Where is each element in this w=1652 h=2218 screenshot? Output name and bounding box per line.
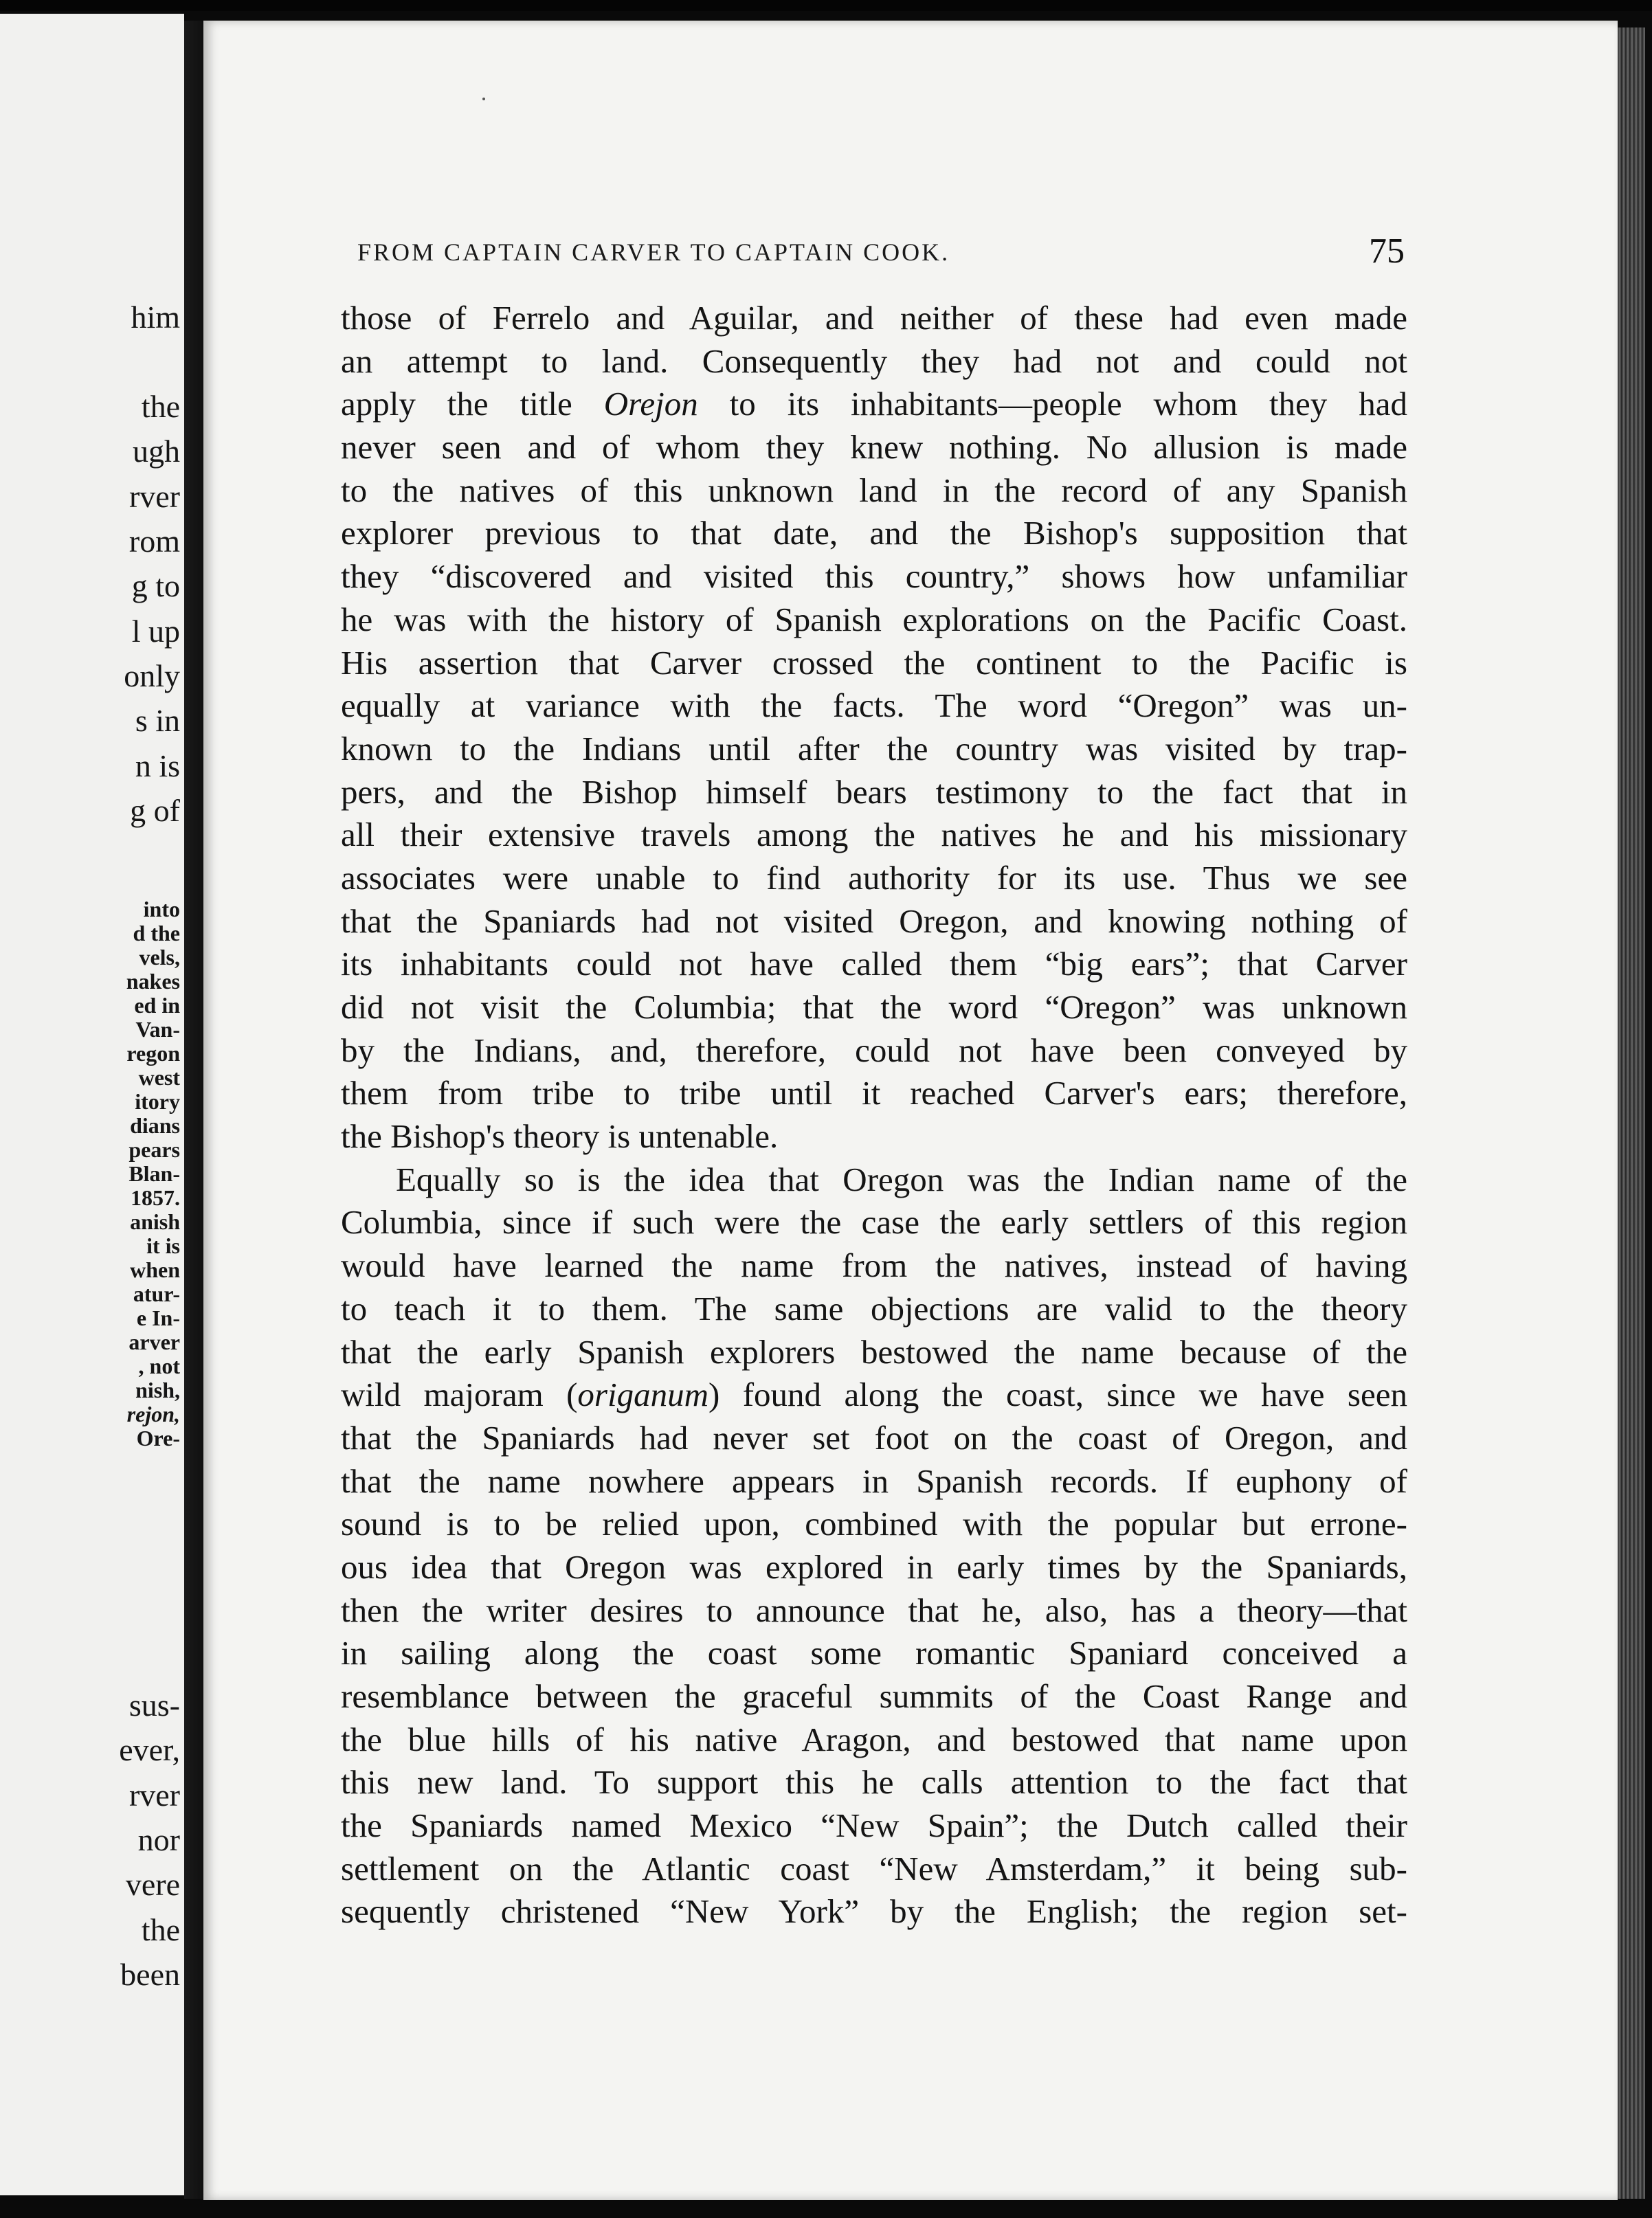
left-line: been: [120, 1957, 180, 1992]
left-footnote-line: into: [143, 897, 180, 921]
text-line: an attempt to land. Consequently they had not and could not: [341, 341, 1407, 380]
scan-border-top: [0, 0, 1652, 11]
left-footnote-line: ed in: [134, 993, 180, 1018]
left-line: nor: [137, 1822, 180, 1857]
text-line: by the Indians, and, therefore, could not have been conveyed by: [341, 1031, 1407, 1069]
left-footnote-line: Blan-: [129, 1161, 180, 1186]
left-page-fragment: [0, 14, 184, 2195]
left-line: n is: [135, 748, 180, 783]
text-line: all their extensive travels among the natives he and his missionary: [341, 816, 1407, 854]
left-footnote-line: arver: [129, 1330, 180, 1354]
text-line: Equally so is the idea that Oregon was the Indian name of the: [396, 1160, 1407, 1198]
left-footnote-line: when: [130, 1257, 180, 1282]
left-footnote-line: , not: [138, 1354, 180, 1378]
text-line: explorer previous to that date, and the Bishop's supposition that: [341, 514, 1407, 552]
text-line: equally at variance with the facts. The word “Oregon” was un-: [341, 686, 1407, 725]
running-head: FROM CAPTAIN CARVER TO CAPTAIN COOK.: [357, 238, 950, 266]
text-line: that the Spaniards had not visited Oregon, and knowing nothing of: [341, 901, 1407, 940]
left-footnote-line: nish,: [135, 1378, 180, 1402]
page-edge-stack: [1618, 27, 1645, 2199]
left-footnote-line: Van-: [135, 1017, 180, 1042]
left-line: vere: [125, 1867, 180, 1902]
text-line: he was with the history of Spanish explorations on the Pacific Coast.: [341, 600, 1407, 638]
text-line: this new land. To support this he calls attention to the fact that: [341, 1763, 1407, 1802]
text-line: His assertion that Carver crossed the continent to the Pacific is: [341, 643, 1407, 682]
text-line: associates were unable to find authority for its use. Thus we see: [341, 858, 1407, 897]
left-footnote-line: regon: [126, 1041, 180, 1066]
left-footnote-line: Ore-: [136, 1426, 180, 1450]
left-footnote-line: atur-: [133, 1281, 180, 1306]
left-footnote-line: it is: [146, 1233, 180, 1258]
text-line: ous idea that Oregon was explored in early times by the Spaniards,: [341, 1547, 1407, 1586]
body-text: [341, 297, 1407, 1934]
text-line: that the early Spanish explorers bestowed the name because of the: [341, 1332, 1407, 1371]
left-footnote-line: d the: [133, 921, 180, 945]
page-number: 75: [1369, 232, 1405, 271]
text-line: pers, and the Bishop himself bears testimony to the fact that in: [341, 772, 1407, 811]
text-line: apply the title Orejon to its inhabitants—people whom they had: [341, 385, 1407, 423]
left-line: only: [124, 658, 180, 693]
left-line: l up: [131, 614, 180, 649]
text-line: resemblance between the graceful summits of the Coast Range and: [341, 1677, 1407, 1715]
text-line: that the Spaniards had never set foot on the coast of Oregon, and: [341, 1418, 1407, 1457]
text-line: never seen and of whom they knew nothing. No allusion is made: [341, 428, 1407, 467]
left-line: rver: [129, 1778, 180, 1813]
left-footnote-line: vels,: [139, 945, 180, 970]
left-footnote-line: pears: [129, 1137, 180, 1162]
text-line: that the name nowhere appears in Spanish records. If euphony of: [341, 1461, 1407, 1500]
left-line: rver: [129, 479, 180, 514]
left-footnote-line: anish: [130, 1209, 180, 1234]
text-line: sequently christened “New York” by the English; the region set-: [341, 1892, 1407, 1931]
left-footnote-line: rejon,: [126, 1402, 180, 1426]
text-line: to the natives of this unknown land in the record of any Spanish: [341, 471, 1407, 509]
left-footnote-line: nakes: [126, 969, 180, 994]
text-line: the blue hills of his native Aragon, and bestowed that name upon: [341, 1720, 1407, 1758]
left-footnote-line: west: [138, 1065, 180, 1090]
text-line: known to the Indians until after the country was visited by trap-: [341, 729, 1407, 768]
left-footnote-line: e In-: [136, 1306, 180, 1330]
text-line: the Spaniards named Mexico “New Spain”; the Dutch called their: [341, 1806, 1407, 1845]
text-line: would have learned the name from the natives, instead of having: [341, 1246, 1407, 1285]
left-footnote-line: dians: [130, 1113, 180, 1138]
left-footnote-line: itory: [135, 1089, 180, 1114]
text-line: did not visit the Columbia; that the word “Oregon” was unknown: [341, 988, 1407, 1026]
left-line: sus-: [129, 1688, 180, 1723]
left-line: him: [131, 300, 180, 335]
text-line: its inhabitants could not have called them “big ears”; that Carver: [341, 945, 1407, 983]
left-footnote-line: 1857.: [131, 1185, 180, 1210]
text-line: them from tribe to tribe until it reached Carver's ears; therefore,: [341, 1074, 1407, 1112]
left-line: ever,: [119, 1732, 180, 1767]
left-line: ugh: [133, 434, 180, 469]
text-line: in sailing along the coast some romantic Spaniard conceived a: [341, 1634, 1407, 1672]
text-line: they “discovered and visited this country,” shows how unfamiliar: [341, 557, 1407, 596]
text-line: wild majoram (origanum) found along the coast, since we have seen: [341, 1376, 1407, 1414]
left-line: the: [141, 389, 180, 424]
left-line: g to: [131, 568, 180, 603]
left-line: g of: [130, 793, 180, 828]
text-line: settlement on the Atlantic coast “New Amsterdam,” it being sub-: [341, 1849, 1407, 1887]
text-line: to teach it to them. The same objections are valid to the theory: [341, 1289, 1407, 1328]
dust-speck: [482, 98, 485, 100]
left-line: the: [141, 1912, 180, 1947]
left-line: s in: [135, 703, 180, 738]
text-line: those of Ferrelo and Aguilar, and neither of these had even made: [341, 299, 1407, 337]
text-line: then the writer desires to announce that he, also, has a theory—that: [341, 1591, 1407, 1629]
text-line: the Bishop's theory is untenable.: [341, 1117, 779, 1156]
text-line: sound is to be relied upon, combined with the popular but errone-: [341, 1505, 1407, 1543]
left-line: rom: [129, 524, 180, 559]
text-line: Columbia, since if such were the case the early settlers of this region: [341, 1203, 1407, 1242]
